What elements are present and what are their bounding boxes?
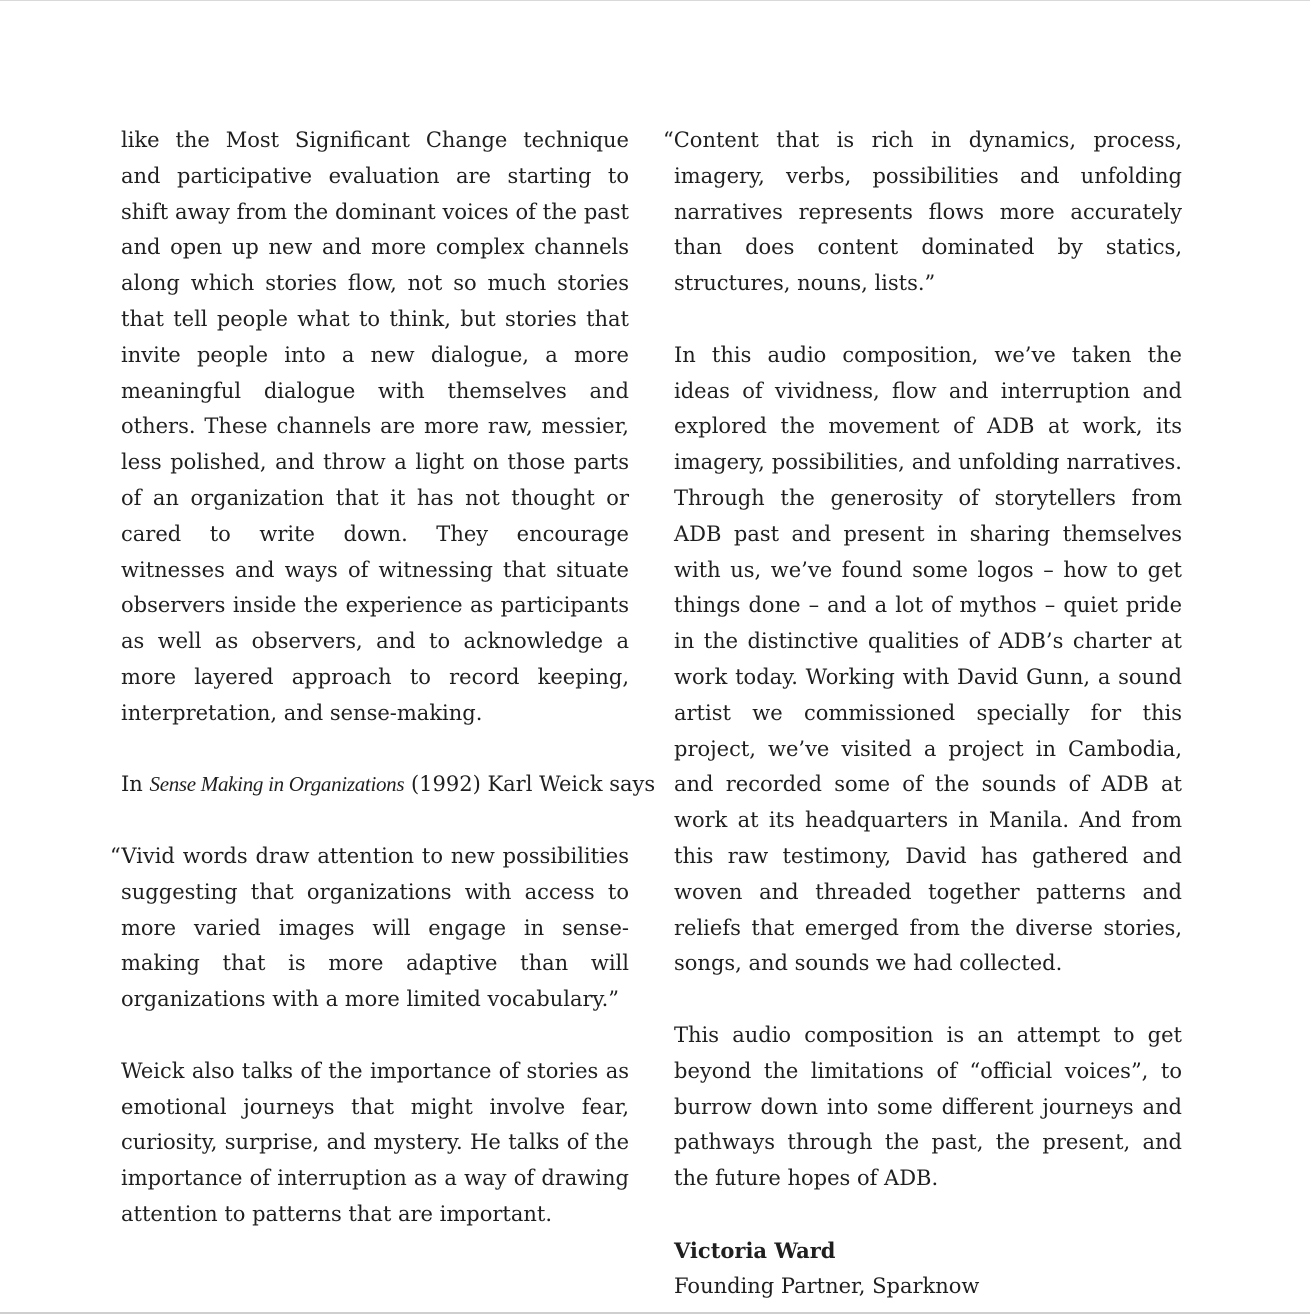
book-title: Sense Making in Organizations bbox=[149, 772, 405, 797]
intro-suffix: (1992) Karl Weick says bbox=[404, 772, 656, 797]
signature-title: Founding Partner, Sparknow bbox=[674, 1273, 980, 1298]
left-column bbox=[110, 123, 656, 1269]
right-column bbox=[663, 123, 1182, 1304]
top-border bbox=[0, 0, 1310, 1]
left-paragraph-3: Weick also talks of the importance of stories as emotional journeys that might involve fear, curiosity, surprise, and mystery. He talks of the importance of interruption as a way of drawing attention to patterns that are important. bbox=[121, 1058, 629, 1226]
left-paragraph-1: like the Most Significant Change technique and participative evaluation are starting to shift away from the dominant voices of the past and open up new and more complex channels along which stories flow, not so much stories that tell people what to think, but stories that invite people into a new dialogue, a more meaningful dialogue with themselves and others. These channels are more raw, messier, less polished, and throw a light on those parts of an organization that it has not thought or cared to write down. They encourage witnesses and ways of witnessing that situate observers inside the experience as participants as well as observers, and to acknowledge a more layered approach to record keeping, interpretation, and sense-making. bbox=[121, 128, 629, 725]
right-paragraph-2: This audio composition is an attempt to get beyond the limitations of “official voices”, to burrow down into some different journeys and pathways through the past, the present, and the future hopes of ADB. bbox=[674, 1022, 1182, 1191]
weick-quote: “Vivid words draw attention to new possibilities suggesting that organizations with access to more varied images will engage in sense-making that is more adaptive than will organizations with a more limited vocabulary.” bbox=[110, 843, 629, 1012]
signature-name: Victoria Ward bbox=[674, 1237, 836, 1263]
weick-intro bbox=[121, 767, 656, 803]
content-quote: “Content that is rich in dynamics, process, imagery, verbs, possibilities and unfolding narratives represents flows more accurately than does content dominated by statics, structures, nouns, lists.” bbox=[663, 128, 1182, 296]
intro-prefix: In bbox=[121, 772, 150, 797]
right-paragraph-1: In this audio composition, we’ve taken the ideas of vividness, flow and interruption and explored the movement of ADB at work, its imagery, possibilities, and unfolding narratives. Through the generosity of storytellers from ADB past and present in sharing themselves with us, we’ve found some logos – how to get things done – and a lot of mythos – quiet pride in the distinctive qualities of ADB’s charter at work today. Working with David Gunn, a sound artist we commissioned specially for this project, we’ve visited a project in Cambodia, and recorded some of the sounds of ADB at work at its headquarters in Manila. And from this raw testimony, David has gathered and woven and threaded together patterns and reliefs that emerged from the diverse stories, songs, and sounds we had collected. bbox=[674, 342, 1182, 976]
